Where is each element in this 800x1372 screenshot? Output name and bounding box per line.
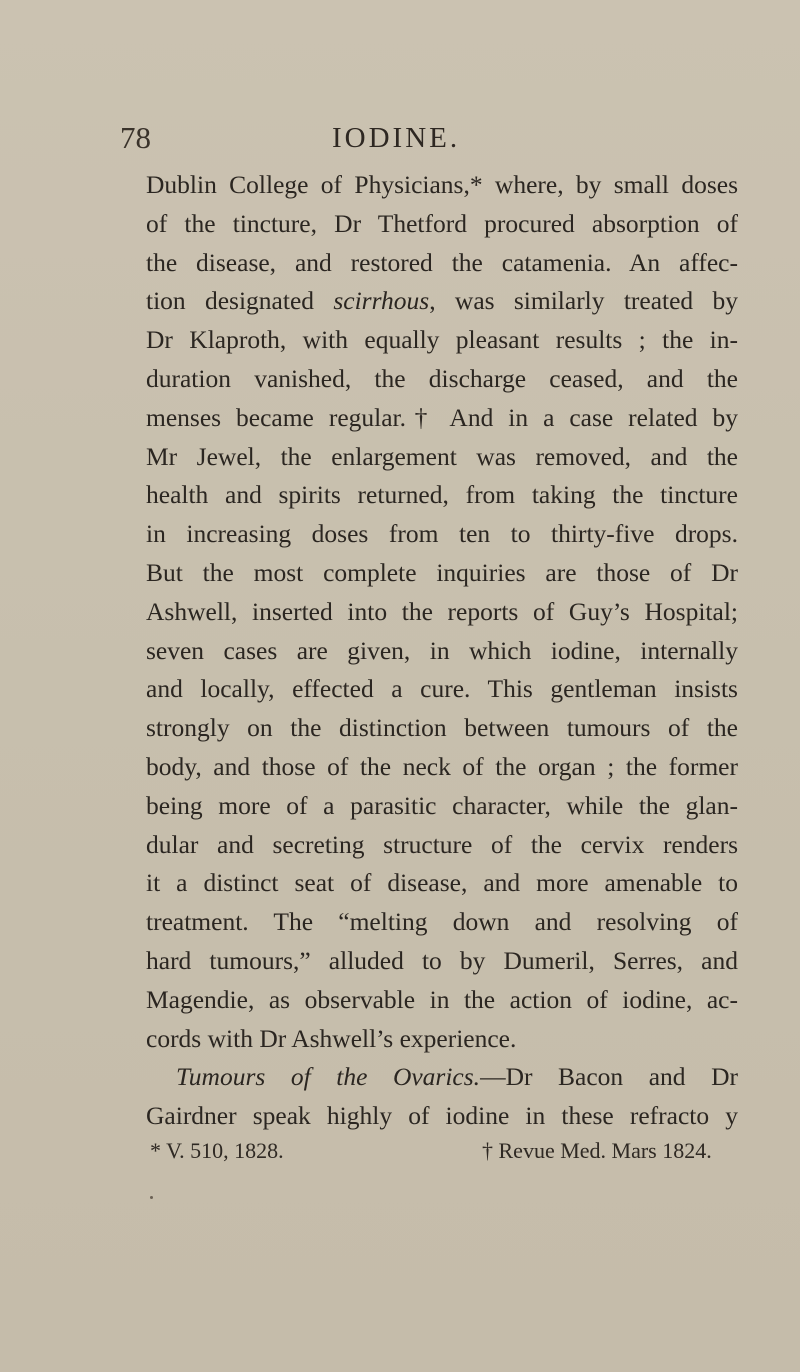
text-line: Ashwell, inserted into the reports of Guy’s Hospital; <box>146 596 738 626</box>
text-line: and locally, effected a cure. This gentleman insists <box>146 674 738 704</box>
text-line: Gairdner speak highly of iodine in these refracto y <box>146 1101 738 1131</box>
text-run: tion designated <box>146 286 334 316</box>
footnote-star: * V. 510, 1828. <box>150 1138 284 1163</box>
text-run: —Dr Bacon and Dr <box>480 1062 739 1092</box>
page-number: 78 <box>120 120 151 155</box>
footnotes <box>150 1138 740 1178</box>
text-line: treatment. The “melting down and resolving of <box>146 907 738 937</box>
text-line: Mr Jewel, the enlargement was removed, and the <box>146 441 738 471</box>
italic-term: scirrhous <box>333 286 430 316</box>
text-line: Dublin College of Physicians,* where, by small doses <box>146 170 738 199</box>
section-heading-line <box>146 1058 738 1097</box>
text-line: cords with Dr Ashwell’s experience. <box>146 1023 517 1053</box>
text-line: it a distinct seat of disease, and more amenable to <box>146 868 738 898</box>
text-line: menses became regular.† And in a case related by <box>146 402 738 432</box>
text-line <box>146 282 738 321</box>
text-line: of the tincture, Dr Thetford procured absorption of <box>146 208 738 238</box>
text-line: seven cases are given, in which iodine, internally <box>146 635 738 665</box>
text-line: strongly on the distinction between tumours of the <box>146 713 738 743</box>
footnote-dagger: † Revue Med. Mars 1824. <box>482 1138 712 1163</box>
italic-heading: Tumours of the Ovarics. <box>176 1062 481 1092</box>
text-line: the disease, and restored the catamenia. An affec- <box>146 247 738 277</box>
running-head <box>0 118 800 158</box>
text-line: Dr Klaproth, with equally pleasant results ; the in- <box>146 325 738 355</box>
text-line: body, and those of the neck of the organ ; the former <box>146 751 738 781</box>
body-text <box>146 166 738 1136</box>
running-title: IODINE. <box>332 122 461 154</box>
text-run: , was similarly treated by <box>429 286 738 316</box>
text-line: being more of a parasitic character, while the glan- <box>146 790 738 820</box>
text-line: health and spirits returned, from taking the tincture <box>146 480 738 510</box>
text-line: But the most complete inquiries are those of Dr <box>146 557 738 587</box>
text-line: Magendie, as observable in the action of iodine, ac- <box>146 984 738 1014</box>
paper-speck <box>150 1196 153 1199</box>
text-line: duration vanished, the discharge ceased, and the <box>146 363 738 393</box>
text-line: dular and secreting structure of the cervix renders <box>146 829 738 859</box>
text-line: hard tumours,” alluded to by Dumeril, Serres, and <box>146 945 738 975</box>
text-line: in increasing doses from ten to thirty-five drops. <box>146 519 738 549</box>
